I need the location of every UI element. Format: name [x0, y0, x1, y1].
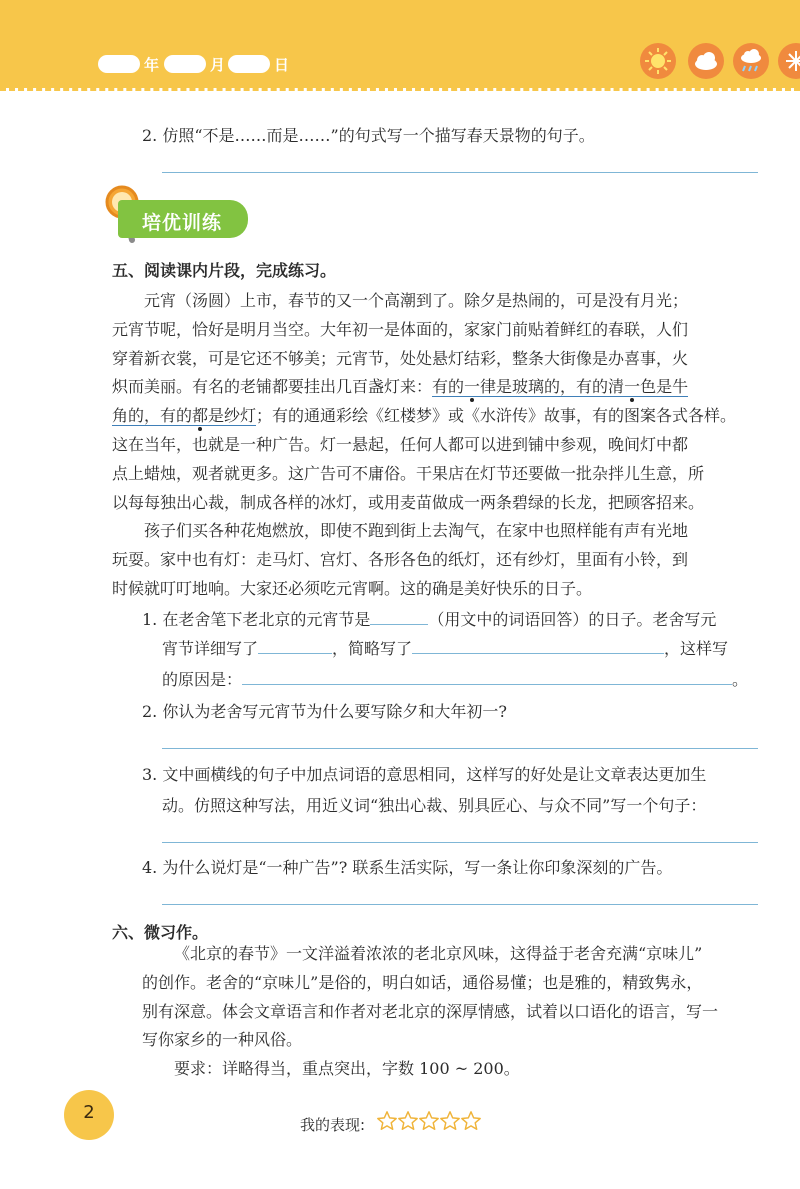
question-4: 4. 为什么说灯是“一种广告”? 联系生活实际，写一条让你印象深刻的广告。: [142, 858, 673, 877]
answer-line[interactable]: [162, 904, 758, 905]
passage-line: 以每每独出心裁，制成各样的冰灯，或用麦苗做成一两条碧绿的长龙，把顾客招来。: [112, 492, 705, 512]
underlined-text: 是纱灯: [208, 406, 257, 426]
requirement-line: 要求：详略得当，重点突出，字数 100 ~ 200。: [174, 1059, 520, 1079]
prompt-line: 别有深意。体会文章语言和作者对老北京的深厚情感，试着以口语化的语言，写一: [142, 1001, 719, 1021]
answer-blank[interactable]: [242, 668, 732, 685]
star-icon[interactable]: [397, 1110, 419, 1132]
underlined-text: 角的，有的: [112, 406, 193, 426]
answer-blank[interactable]: [370, 608, 428, 625]
answer-blank[interactable]: [258, 637, 332, 654]
training-badge-label: 培优训练: [142, 212, 223, 234]
question-2: 2. 你认为老舍写元宵节为什么要写除夕和大年初一?: [142, 702, 507, 721]
question-text: 的原因是：: [162, 670, 243, 689]
question-text: 宵节详细写了: [162, 639, 259, 658]
passage-line: 点上蜡烛，观者就更多。这广告可不庸俗。干果店在灯节还要做一批杂拌儿生意，所: [112, 463, 705, 483]
rain-icon[interactable]: [733, 43, 769, 79]
answer-line[interactable]: [162, 172, 758, 173]
passage-line: 孩子们买各种花炮燃放，即使不跑到街上去淘气，在家中也照样能有声有光地: [144, 521, 689, 541]
question-text: 。: [732, 670, 749, 689]
dotted-word: 都: [192, 406, 209, 426]
prompt-line: 写你家乡的一种风俗。: [142, 1030, 303, 1050]
question-3-line-1: 3. 文中画横线的句子中加点词语的意思相同，这样写的好处是让文章表达更加生: [142, 765, 707, 784]
answer-line[interactable]: [162, 748, 758, 749]
passage-line: 元宵节呢，恰好是明月当空。大年初一是体面的，家家门前贴着鲜红的春联，人们: [112, 319, 689, 339]
page-number: 2: [83, 1102, 95, 1123]
month-label: 月: [210, 56, 226, 74]
dotted-word: 一: [464, 377, 481, 397]
answer-blank[interactable]: [412, 637, 664, 654]
question-text: （用文中的词语回答）的日子。老舍写元: [428, 610, 717, 629]
star-icon[interactable]: [376, 1110, 398, 1132]
underlined-text: 有的: [432, 377, 465, 397]
question-text: 1. 在老舍笔下老北京的元宵节是: [142, 610, 371, 629]
month-box[interactable]: [164, 55, 206, 73]
question-1: [142, 608, 716, 630]
passage-line: 玩耍。家中也有灯：走马灯、宫灯、各形各色的纸灯，还有纱灯，里面有小铃，到: [112, 550, 689, 570]
day-label: 日: [274, 56, 290, 74]
passage-line: 这在当年，也就是一种广告。灯一悬起，任何人都可以进到铺中参观，晚间灯中都: [112, 434, 689, 454]
cloud-icon[interactable]: [688, 43, 724, 79]
header-divider: [0, 88, 800, 91]
underlined-text: 色是牛: [640, 377, 689, 397]
section-6-title: 六、微习作。: [112, 923, 209, 942]
passage-line: [112, 402, 758, 431]
question-top-2: 2. 仿照“不是……而是……”的句式写一个描写春天景物的句子。: [142, 126, 595, 145]
sun-icon[interactable]: [640, 43, 676, 79]
writing-prompt: [142, 940, 758, 1084]
underlined-text: 律是玻璃的，有的清: [480, 377, 625, 397]
star-icon[interactable]: [439, 1110, 461, 1132]
passage-text: ；有的通通彩绘《红楼梦》或《水浒传》故事，有的图案各式各样。: [256, 406, 737, 426]
question-1-line-2: [162, 637, 728, 659]
day-box[interactable]: [228, 55, 270, 73]
underlined-sentence: [112, 406, 256, 426]
passage-line: 元宵（汤圆）上市，春节的又一个高潮到了。除夕是热闹的，可是没有月光；: [144, 291, 689, 310]
reading-passage: [112, 287, 758, 604]
section-5-title: 五、阅读课内片段，完成练习。: [112, 261, 337, 280]
year-box[interactable]: [98, 55, 140, 73]
performance-label: 我的表现:: [300, 1116, 366, 1134]
question-text: ，简略写了: [332, 639, 413, 658]
passage-line: [112, 373, 758, 402]
page-header: [0, 0, 800, 88]
year-label: 年: [144, 56, 160, 74]
dotted-word: 一: [624, 377, 641, 397]
question-text: ，这样写: [664, 639, 729, 658]
underlined-sentence: [432, 377, 688, 397]
passage-line: 时候就叮叮地响。大家还必须吃元宵啊。这的确是美好快乐的日子。: [112, 578, 593, 598]
passage-line: 穿着新衣裳，可是它还不够美；元宵节，处处悬灯结彩，整条大街像是办喜事，火: [112, 348, 689, 368]
prompt-line: 的创作。老舍的“京味儿”是俗的，明白如话，通俗易懂；也是雅的，精致隽永，: [142, 972, 703, 992]
star-icon[interactable]: [418, 1110, 440, 1132]
star-icon[interactable]: [460, 1110, 482, 1132]
question-1-line-3: [162, 668, 748, 690]
prompt-line: 《北京的春节》一文洋溢着浓浓的老北京风味，这得益于老舍充满“京味儿”: [174, 944, 703, 963]
snow-icon[interactable]: [778, 43, 800, 79]
question-3-line-2: 动。仿照这种写法，用近义词“独出心裁、别具匠心、与众不同”写一个句子：: [162, 796, 707, 815]
answer-line[interactable]: [162, 842, 758, 843]
passage-text: 炽而美丽。有名的老铺都要挂出几百盏灯来：: [112, 377, 433, 397]
